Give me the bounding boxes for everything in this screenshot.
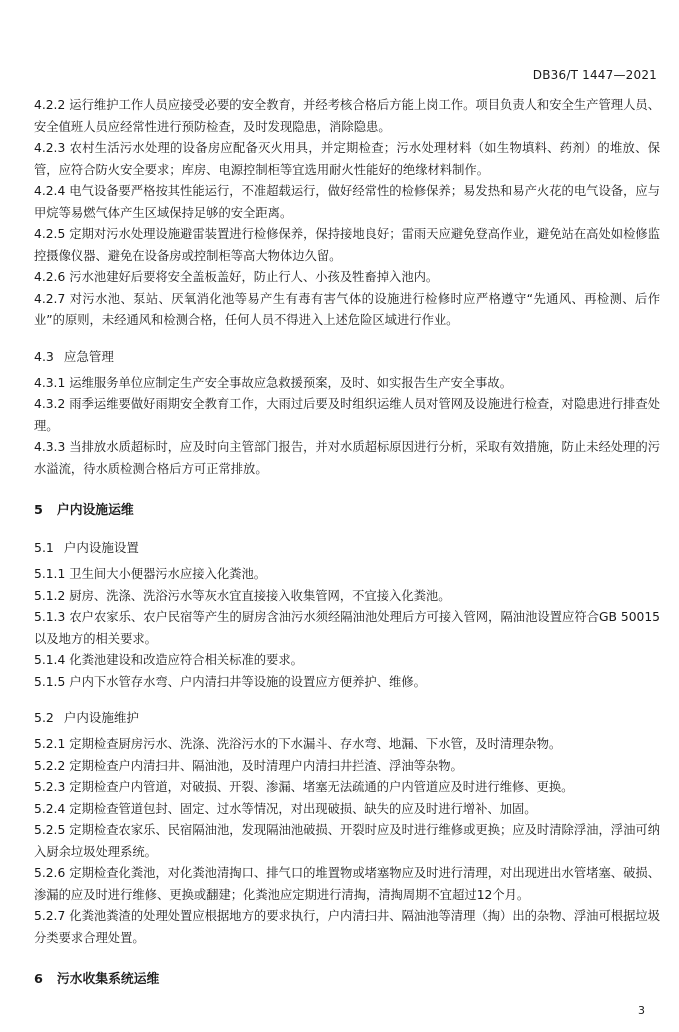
clause-number: 4.3.1 [34, 375, 66, 390]
subsection-heading-4-3 [34, 346, 660, 367]
subsection-heading-5-2 [34, 707, 660, 728]
clause-4-2-3 [34, 138, 660, 181]
clause-4-2-2 [34, 95, 660, 138]
clause-5-2-1 [34, 734, 660, 756]
clause-4-2-5 [34, 224, 660, 267]
clause-4-3-2 [34, 394, 660, 437]
clause-4-2-4 [34, 181, 660, 224]
clause-5-1-5 [34, 672, 660, 694]
clause-number: 4.2.2 [34, 98, 66, 112]
clause-text: 定期检查化粪池，对化粪池清掏口、排气口的堆置物或堵塞物应及时进行清理，对出现进出水管堵塞、破损、渗漏的应及时进行维修、更换或翻建；化粪池应定期进行清掏，清掏周期不宜超过12个月。 [34, 866, 660, 902]
clause-number: 5.2.6 [34, 866, 66, 880]
document-body [34, 95, 660, 1006]
clause-5-1-3 [34, 607, 660, 650]
section-number: 6 [34, 972, 43, 987]
clause-text: 运维服务单位应制定生产安全事故应急救援预案，及时、如实报告生产安全事故。 [69, 375, 512, 390]
subsection-number: 5.2 [34, 710, 54, 725]
clause-5-1-2 [34, 586, 660, 608]
clause-text: 电气设备要严格按其性能运行，不准超载运行，做好经常性的检修保养；易发热和易产火花的电气设备，应与甲烷等易燃气体产生区域保持足够的安全距离。 [34, 184, 660, 220]
clause-text: 农村生活污水处理的设备房应配备灭火用具，并定期检查；污水处理材料（如生物填料、药剂）的堆放、保管，应符合防火安全要求；库房、电源控制柜等宜选用耐火性能好的绝缘材料制作。 [34, 141, 660, 177]
clause-5-2-5 [34, 820, 660, 863]
clause-number: 5.2.4 [34, 801, 66, 816]
clause-text: 化粪池建设和改造应符合相关标准的要求。 [69, 653, 303, 667]
section-title: 污水收集系统运维 [56, 972, 160, 987]
section-number: 5 [34, 503, 43, 518]
section-title: 户内设施运维 [56, 503, 134, 518]
clause-text: 户内下水管存水弯、户内清扫井等设施的设置应方便养护、维修。 [69, 674, 426, 689]
clause-text: 当排放水质超标时，应及时向主管部门报告，并对水质超标原因进行分析，采取有效措施，防止未经处理的污水溢流，待水质检测合格后方可正常排放。 [34, 440, 660, 476]
clause-5-2-2 [34, 756, 660, 778]
clause-number: 4.2.4 [34, 184, 66, 198]
clause-4-2-7 [34, 289, 660, 332]
clause-5-1-1 [34, 564, 660, 586]
clause-number: 5.2.7 [34, 909, 66, 923]
clause-text: 定期检查户内清扫井、隔油池，及时清理户内清扫井拦渣、浮油等杂物。 [69, 758, 463, 773]
clause-text: 定期检查农家乐、民宿隔油池，发现隔油池破损、开裂时应及时进行维修或更换；应及时清除浮油，浮油可纳入厨余垃圾处理系统。 [34, 823, 660, 859]
clause-5-1-4 [34, 650, 660, 672]
clause-number: 5.2.1 [34, 737, 66, 751]
clause-text: 化粪池粪渣的处理处置应根据地方的要求执行，户内清扫井、隔油池等清理（掏）出的杂物、浮油可根据垃圾分类要求合理处置。 [34, 909, 660, 945]
clause-5-2-4 [34, 799, 660, 821]
clause-number: 5.1.3 [34, 610, 66, 624]
clause-text: 对污水池、泵站、厌氧消化池等易产生有毒有害气体的设施进行检修时应严格遵守“先通风、再检测、后作业”的原则，未经通风和检测合格，任何人员不得进入上述危险区域进行作业。 [34, 291, 660, 327]
clause-text: 定期检查管道包封、固定、过水等情况，对出现破损、缺失的应及时进行增补、加固。 [69, 801, 537, 816]
clause-number: 4.3.3 [34, 440, 66, 454]
clause-5-2-3 [34, 777, 660, 799]
clause-text: 定期检查户内管道，对破损、开裂、渗漏、堵塞无法疏通的户内管道应及时进行维修、更换。 [69, 780, 574, 794]
clause-number: 5.2.5 [34, 823, 66, 837]
clause-text: 雨季运维要做好雨期安全教育工作，大雨过后要及时组织运维人员对管网及设施进行检查，对隐患进行排查处理。 [34, 397, 660, 433]
clause-number: 4.2.5 [34, 227, 66, 241]
clause-number: 4.3.2 [34, 397, 66, 411]
subsection-number: 5.1 [34, 540, 54, 555]
clause-number: 5.1.2 [34, 588, 66, 603]
clause-4-2-6 [34, 267, 660, 289]
clause-text: 卫生间大小便器污水应接入化粪池。 [69, 567, 267, 581]
subsection-heading-5-1 [34, 537, 660, 558]
clause-text: 定期检查厨房污水、洗涤、洗浴污水的下水漏斗、存水弯、地漏、下水管，及时清理杂物。 [69, 737, 562, 751]
subsection-title: 户内设施设置 [63, 540, 139, 555]
clause-text: 厨房、洗涤、洗浴污水等灰水宜直接接入收集管网，不宜接入化粪池。 [69, 588, 451, 603]
clause-text: 污水池建好后要将安全盖板盖好，防止行人、小孩及牲畜掉入池内。 [69, 270, 439, 284]
section-heading-5 [34, 500, 660, 521]
clause-5-2-6 [34, 863, 660, 906]
clause-4-3-1 [34, 373, 660, 395]
section-heading-6 [34, 969, 660, 990]
clause-4-3-3 [34, 437, 660, 480]
clause-number: 5.1.4 [34, 653, 66, 667]
subsection-title: 应急管理 [63, 348, 114, 364]
clause-number: 5.2.2 [34, 758, 66, 773]
clause-5-2-7 [34, 906, 660, 949]
clause-number: 5.1.1 [34, 567, 66, 581]
clause-number: 5.2.3 [34, 780, 66, 794]
clause-number: 4.2.3 [34, 141, 66, 155]
clause-number: 5.1.5 [34, 674, 66, 689]
clause-text: 运行维护工作人员应接受必要的安全教育，并经考核合格后方能上岗工作。项目负责人和安全生产管理人员、安全值班人员应经常性进行预防检查，及时发现隐患，消除隐患。 [34, 98, 660, 134]
subsection-number: 4.3 [34, 348, 54, 364]
clause-number: 4.2.6 [34, 270, 66, 284]
document-code: DB36/T 1447—2021 [532, 68, 657, 82]
clause-number: 4.2.7 [34, 291, 66, 306]
clause-text: 农户农家乐、农户民宿等产生的厨房含油污水须经隔油池处理后方可接入管网，隔油池设置应符合GB 50015以及地方的相关要求。 [34, 610, 660, 646]
page-number: 3 [638, 1004, 645, 1017]
subsection-title: 户内设施维护 [63, 710, 139, 725]
clause-text: 定期对污水处理设施避雷装置进行检修保养，保持接地良好；雷雨天应避免登高作业，避免站在高处如检修监控摄像仪器、避免在设备房或控制柜等高大物体边久留。 [34, 227, 660, 263]
